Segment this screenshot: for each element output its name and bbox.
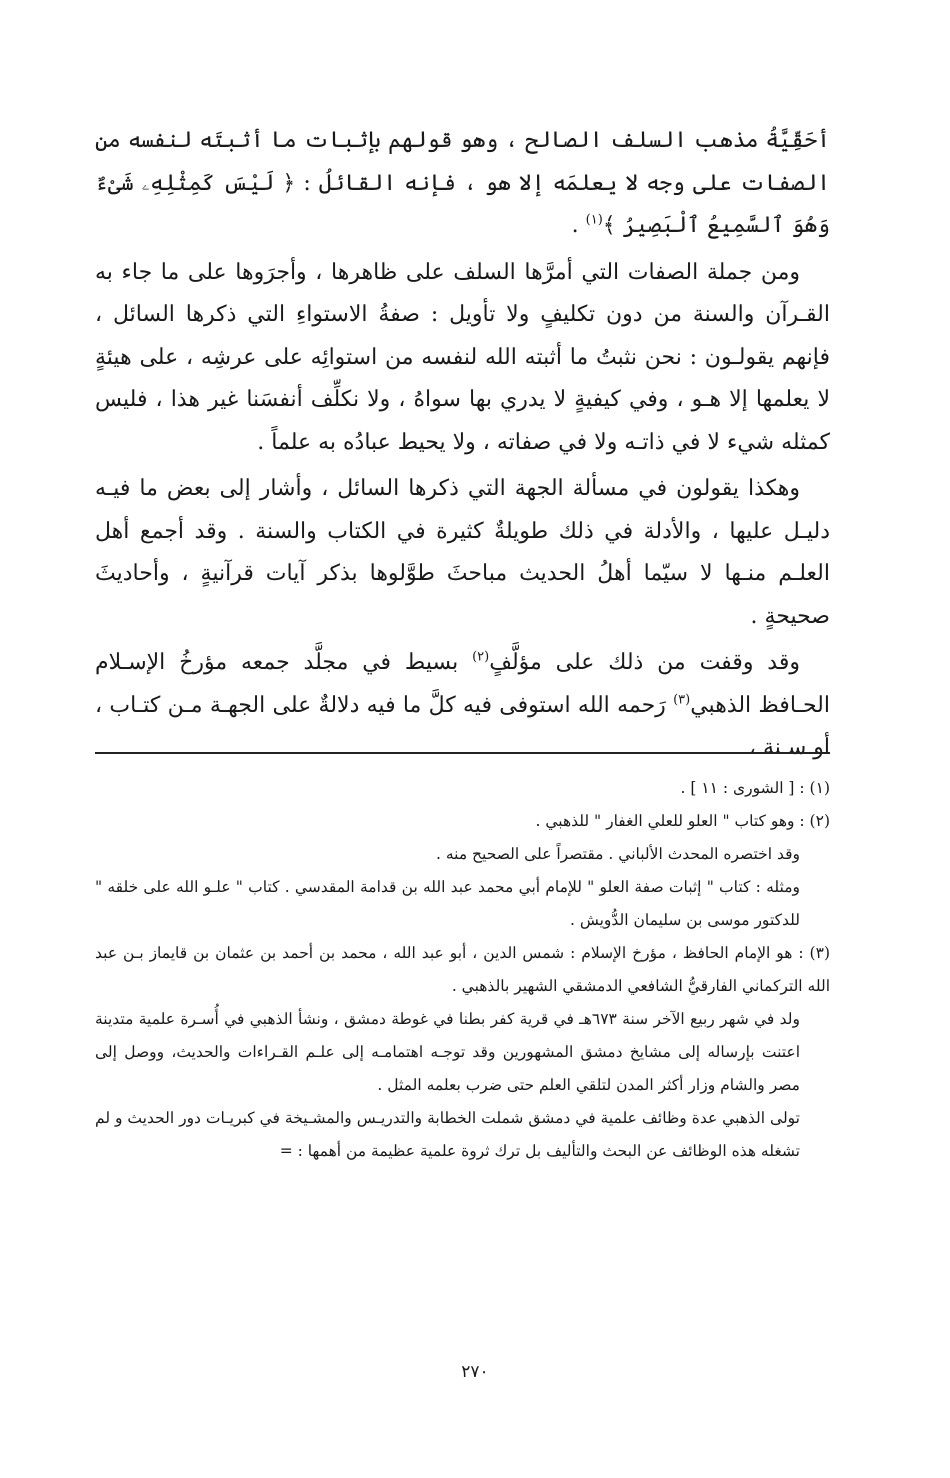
footnote-3-note-b: [95, 1102, 830, 1168]
page-number: ٢٧٠: [461, 1362, 489, 1382]
continuation-mark: =: [279, 1142, 293, 1160]
paragraph-2: ومن جملة الصفات التي أمرَّها السلف على ظاهرها ، وأجرَوها على ما جاء به القـرآن والسنة من دون تكليفٍ ولا تأويل : صفةُ الاستواءِ التي ذكرها السائل ، فإنهم يقولـون : نحن نثبتُ ما أثبته الله لنفسه من استوائِه على عرشِه ، على هيئةٍ لا يعلمها إلا هـو ، وفي كيفيةٍ لا يدري بها سواهُ ، ولا نكلِّف أنفسَنا غير هذا ، فليس كمثله شيء لا في ذاتـه ولا في صفاته ، ولا يحيط عبادُه به علماً .: [95, 259, 830, 455]
paragraph-1-end: .: [571, 213, 586, 238]
footnotes: [95, 772, 830, 1168]
footnote-3-note-b-text: تولى الذهبي عدة وظائف علمية في دمشق شملت الخطابة والتدريـس والمشـيخة في كبريـات دور الحديث و لم تشغله هذه الوظائف عن البحث والتأليف بل ترك ثروة علمية عظيمة من أهمها :: [95, 1109, 800, 1160]
footnote-3-note-a: ولد في شهر ربيع الآخر سنة ٦٧٣هـ في قرية كفر بطنا في غوطة دمشق ، ونشأ الذهبي في أُسـرة علمية متدينة اعتنت بإرساله إلى مشايخ دمشق المشهورين وقد توجـه اهتمامـه إلى علـم القـراءات والحديث، ووصل إلى مصر والشام وزار أكثر المدن لتلقي العلم حتى ضرب بعلمه المثل .: [95, 1010, 800, 1094]
footnote-ref-2[interactable]: (٢): [472, 649, 490, 665]
paragraph-4-text-a: وقد وقفت من ذلك على مؤلَّفٍ: [489, 650, 800, 675]
main-text: [95, 120, 830, 770]
footnote-ref-3[interactable]: (٣): [673, 692, 691, 708]
footnote-ref-1[interactable]: (١): [585, 212, 603, 228]
footnote-2-note-a: وقد اختصره المحدث الألباني . مقتصراً على الصحيح منه .: [435, 845, 800, 863]
footnote-separator: [95, 752, 830, 754]
footnote-3: (٣) : هو الإمام الحافظ ، مؤرخ الإسلام : شمس الدين ، أبو عبد الله ، محمد بن أحمد بن عثمان بن قايماز بـن عبد الله التركماني الفارقيُّ الشافعي الدمشقي الشهير بالذهبي .: [95, 944, 830, 995]
footnote-2: (٢) : وهو كتاب " العلو للعلي الغفار " للذهبي .: [535, 812, 830, 830]
paragraph-1: [95, 120, 830, 248]
paragraph-4: [95, 642, 830, 770]
paragraph-3: وهكذا يقولون في مسألة الجهة التي ذكرها السائل ، وأشار إلى بعض ما فيـه دليـل عليها ، والأدلة في ذلك طويلةٌ كثيرة في الكتاب والسنة . وقد أجمع أهل العلـم منـها لا سيّما أهلُ الحديث مباحثَ طوَّلوها بذكر آيات قرآنيةٍ ، وأحاديثَ صحيحةٍ .: [95, 476, 830, 629]
paragraph-1-text: أحَقِّيَّةُ مذهب السلف الصالح ، وهو قولهم بإثبات ما أثبتَه لنفسه من الصفات على وجه لا يعلمَه إلا هو ، فإنه القائلُ : ﴿ لَيْسَ كَمِثْلِهِۦ شَىْءٌ وَهُوَ ٱلسَّمِيعُ ٱلْبَصِيرُ ﴾: [95, 128, 830, 238]
paragraph-4-text-c: رَحمه الله استوفى فيه كلَّ ما فيه دلالةٌ على الجهـة مـن كتـاب ، أو سـنة ،: [95, 692, 830, 760]
footnote-1: (١) : [ الشورى : ١١ ] .: [680, 779, 830, 797]
footnote-2-note-b: ومثله : كتاب " إثبات صفة العلو " للإمام أبي محمد عبد الله بن قدامة المقدسي . كتاب " علـو الله على خلقه " للدكتور موسى بن سليمان الدُّويش .: [95, 878, 800, 929]
paragraph-4-text-b: بسيط في مجلَّد جمعه مؤرخُ الإسـلام الحـافظ الذهبي: [95, 650, 830, 718]
